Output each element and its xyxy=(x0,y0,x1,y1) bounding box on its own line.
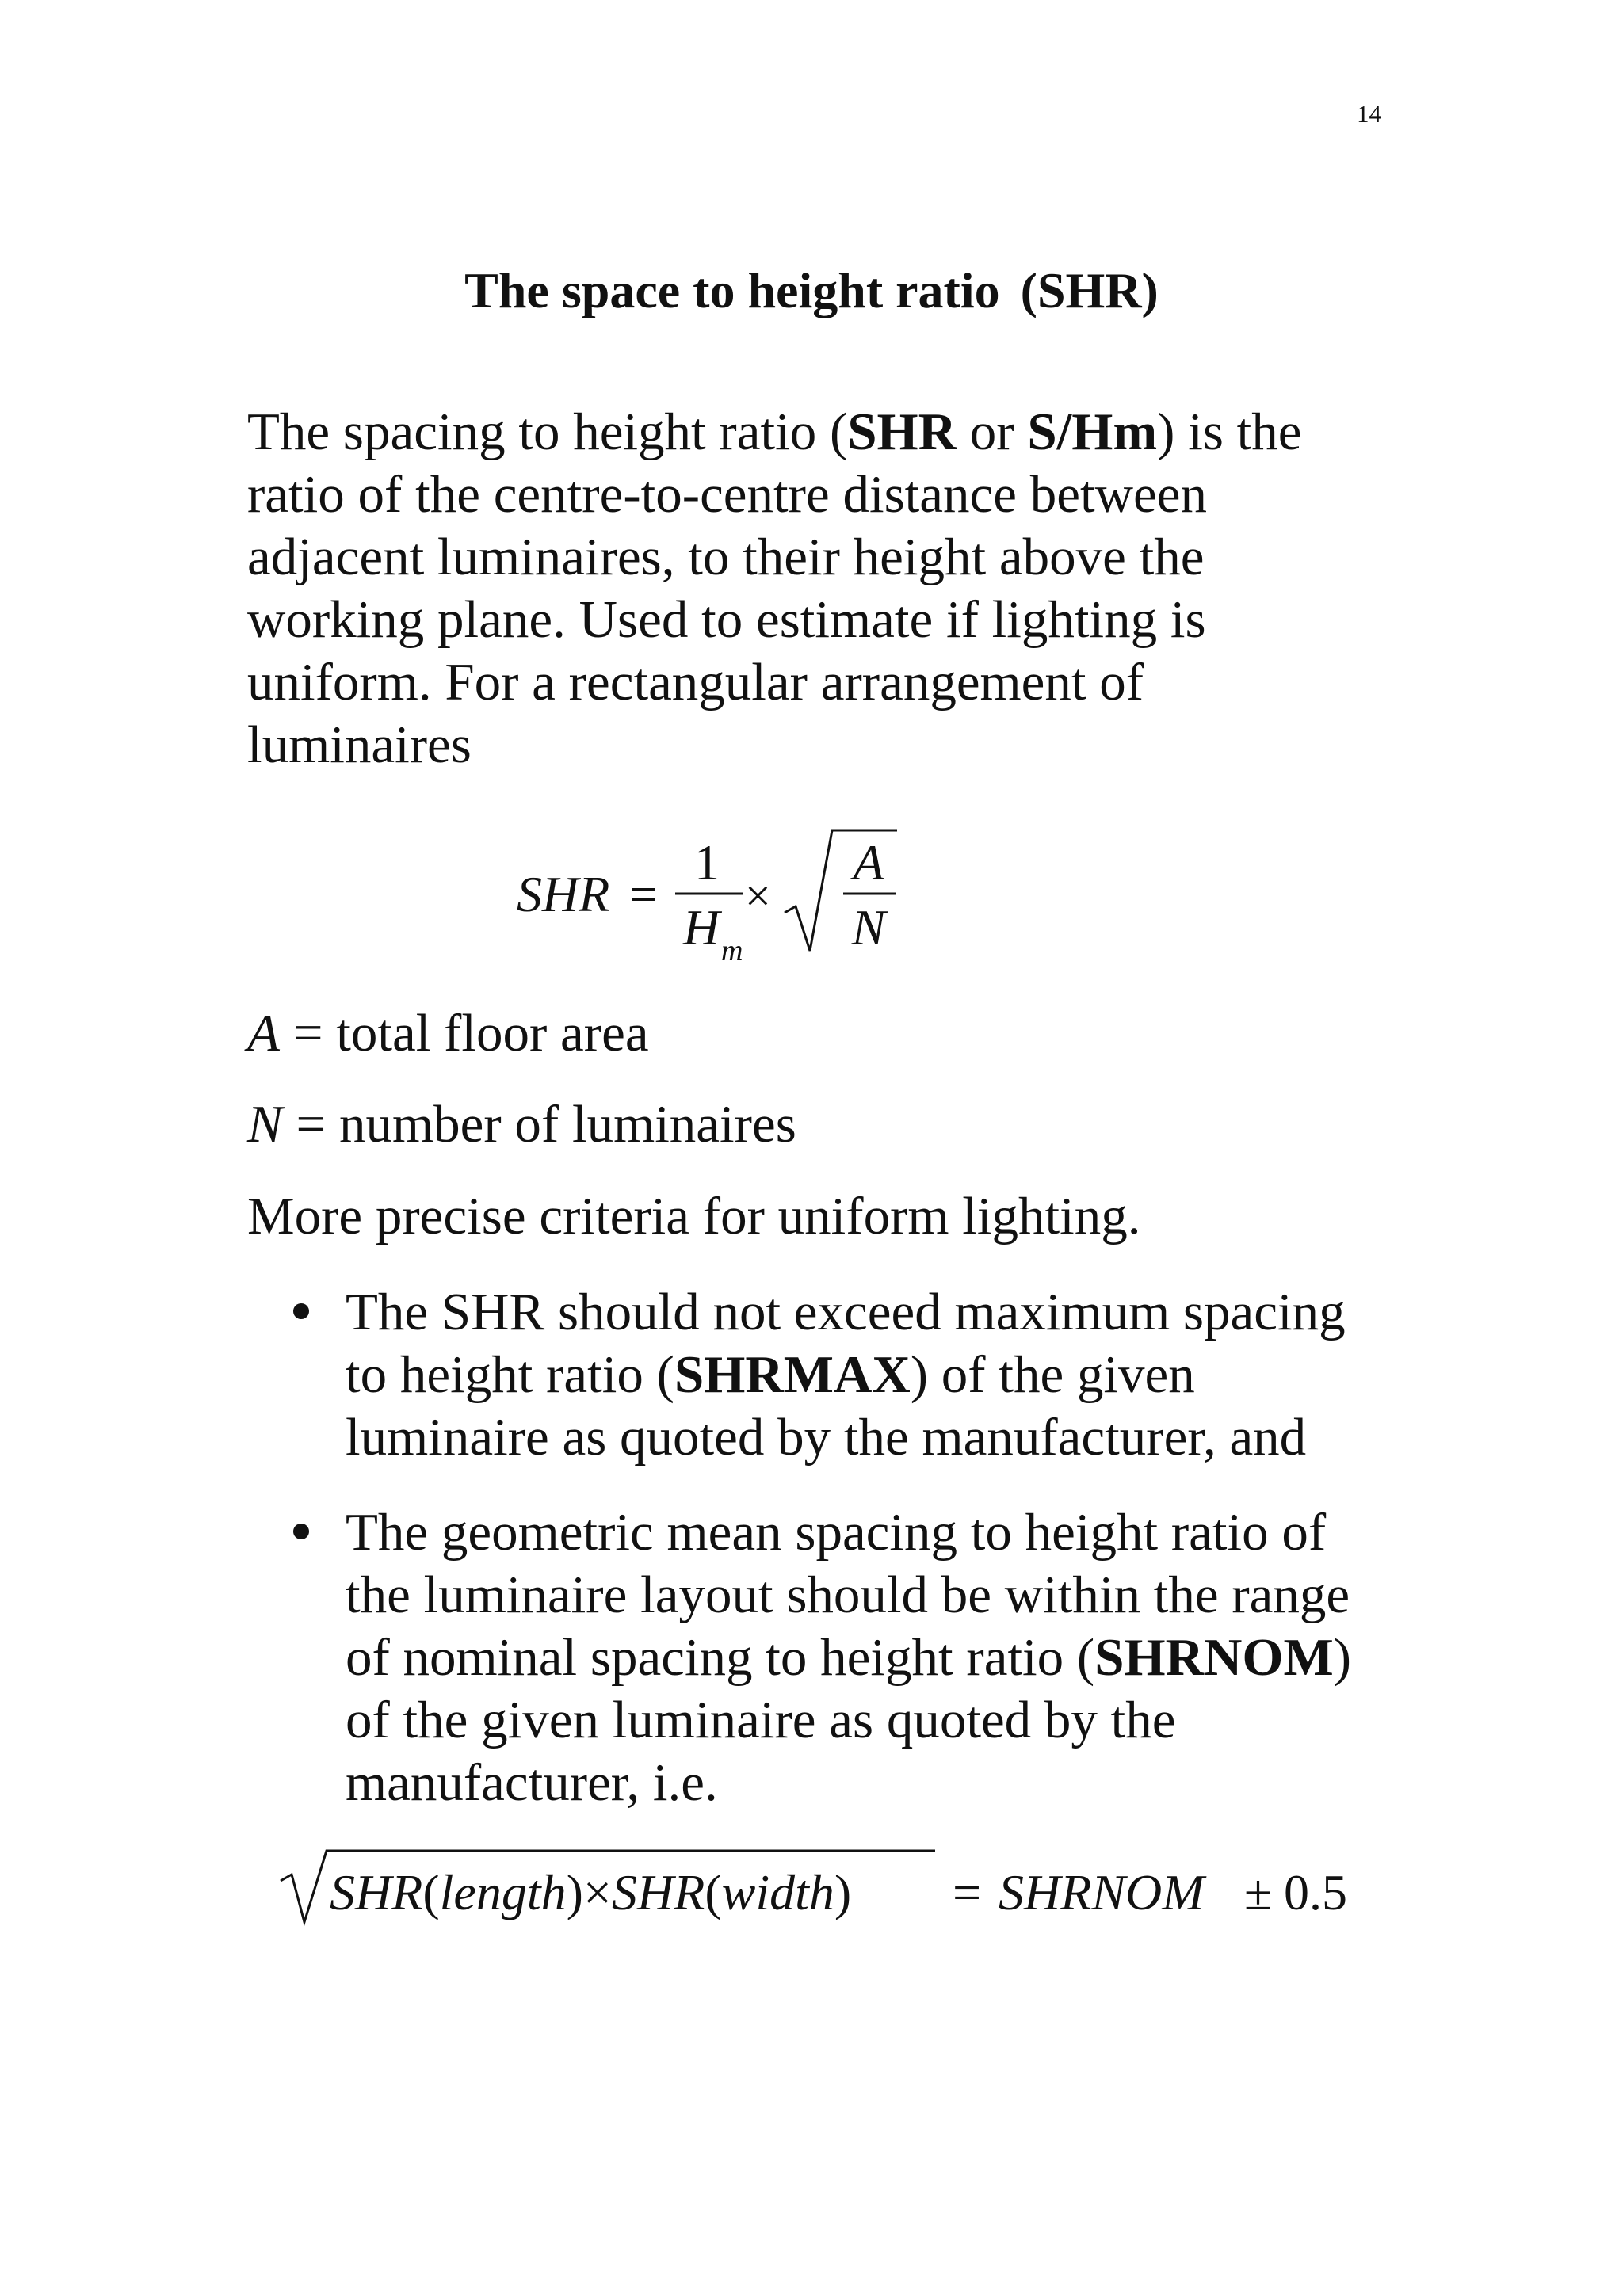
intro-text: or xyxy=(957,402,1028,461)
criteria-intro: More precise criteria for uniform lighting. xyxy=(247,1187,1141,1245)
bullet-icon xyxy=(293,1303,309,1319)
bullet-line-text: ) of the given xyxy=(910,1345,1195,1404)
shrnom-formula xyxy=(277,1830,1371,1933)
formula2-paren: ( xyxy=(705,1864,722,1920)
page-number: 14 xyxy=(1357,100,1381,128)
formula2-equals: = xyxy=(953,1864,982,1920)
intro-text: ) is the xyxy=(1157,402,1302,461)
bullet-line-text: of nominal spacing to height ratio ( xyxy=(346,1628,1095,1687)
formula-equals: = xyxy=(629,866,659,922)
formula2-plus-minus: ± xyxy=(1244,1864,1273,1920)
intro-line-3: adjacent luminaires, to their height above the xyxy=(247,528,1205,586)
formula2-left xyxy=(330,1864,851,1920)
bullet-text xyxy=(346,1281,1346,1469)
page-title xyxy=(0,257,1623,324)
formula-times: × xyxy=(745,870,771,921)
formula2-paren: ( xyxy=(422,1864,440,1920)
formula2-rhs: SHRNOM xyxy=(999,1864,1205,1920)
definition-a xyxy=(247,1002,649,1065)
shr-formula xyxy=(517,824,929,974)
shrnom-term: SHRNOM xyxy=(1094,1628,1334,1687)
root-numerator: A xyxy=(853,834,884,891)
bullet-line-text: to height ratio ( xyxy=(346,1345,674,1404)
definition-text: = number of luminaires xyxy=(282,1095,796,1154)
formula2-paren: ) xyxy=(834,1864,852,1920)
bullet-line: The SHR should not exceed maximum spacing xyxy=(346,1283,1346,1341)
formula-denominator: H xyxy=(683,899,720,955)
intro-text: The spacing to height ratio ( xyxy=(247,402,848,461)
bullet-line: the luminaire layout should be within the range xyxy=(346,1566,1350,1624)
bullet-line xyxy=(346,1627,1351,1689)
root-denominator: N xyxy=(851,899,886,955)
formula-lhs: SHR xyxy=(517,866,610,922)
formula2-times: × xyxy=(582,1864,612,1920)
intro-paragraph xyxy=(247,401,1420,776)
definition-n xyxy=(247,1093,796,1156)
intro-line-2: ratio of the centre-to-centre distance between xyxy=(247,465,1207,524)
formula2-tolerance: 0.5 xyxy=(1284,1864,1347,1920)
intro-line-5: uniform. For a rectangular arrangement of xyxy=(247,653,1144,711)
definition-text: = total floor area xyxy=(279,1004,649,1062)
title-main: The space to height ratio xyxy=(464,262,1000,318)
formula2-arg-width: width xyxy=(721,1864,834,1920)
bullet-line xyxy=(346,1344,1346,1406)
intro-line-1 xyxy=(247,401,1420,463)
shrmax-term: SHRMAX xyxy=(674,1345,911,1404)
shr-term: SHR xyxy=(847,402,957,461)
formula2-paren: ) xyxy=(566,1864,583,1920)
definition-symbol: A xyxy=(247,1004,280,1062)
bullet-line-text: ) xyxy=(1333,1628,1352,1687)
formula2-arg-length: length xyxy=(439,1864,567,1920)
formula-denominator-subscript: m xyxy=(721,934,743,967)
bullet-line: manufacturer, i.e. xyxy=(346,1753,718,1812)
s-hm-term: S/Hm xyxy=(1027,402,1158,461)
bullet-icon xyxy=(293,1524,309,1539)
bullet-line: The geometric mean spacing to height ratio of xyxy=(346,1503,1327,1562)
formula2-shr: SHR xyxy=(612,1864,705,1920)
formula2-shr: SHR xyxy=(330,1864,423,1920)
title-abbrev: (SHR) xyxy=(1020,262,1159,318)
bullet-line: luminaire as quoted by the manufacturer, and xyxy=(346,1408,1307,1466)
definition-symbol: N xyxy=(247,1095,283,1154)
intro-line-4: working plane. Used to estimate if lighting is xyxy=(247,590,1206,649)
formula-numerator: 1 xyxy=(694,834,720,891)
intro-line-6: luminaires xyxy=(247,715,472,774)
bullet-text xyxy=(346,1501,1351,1814)
bullet-line: of the given luminaire as quoted by the xyxy=(346,1691,1176,1749)
